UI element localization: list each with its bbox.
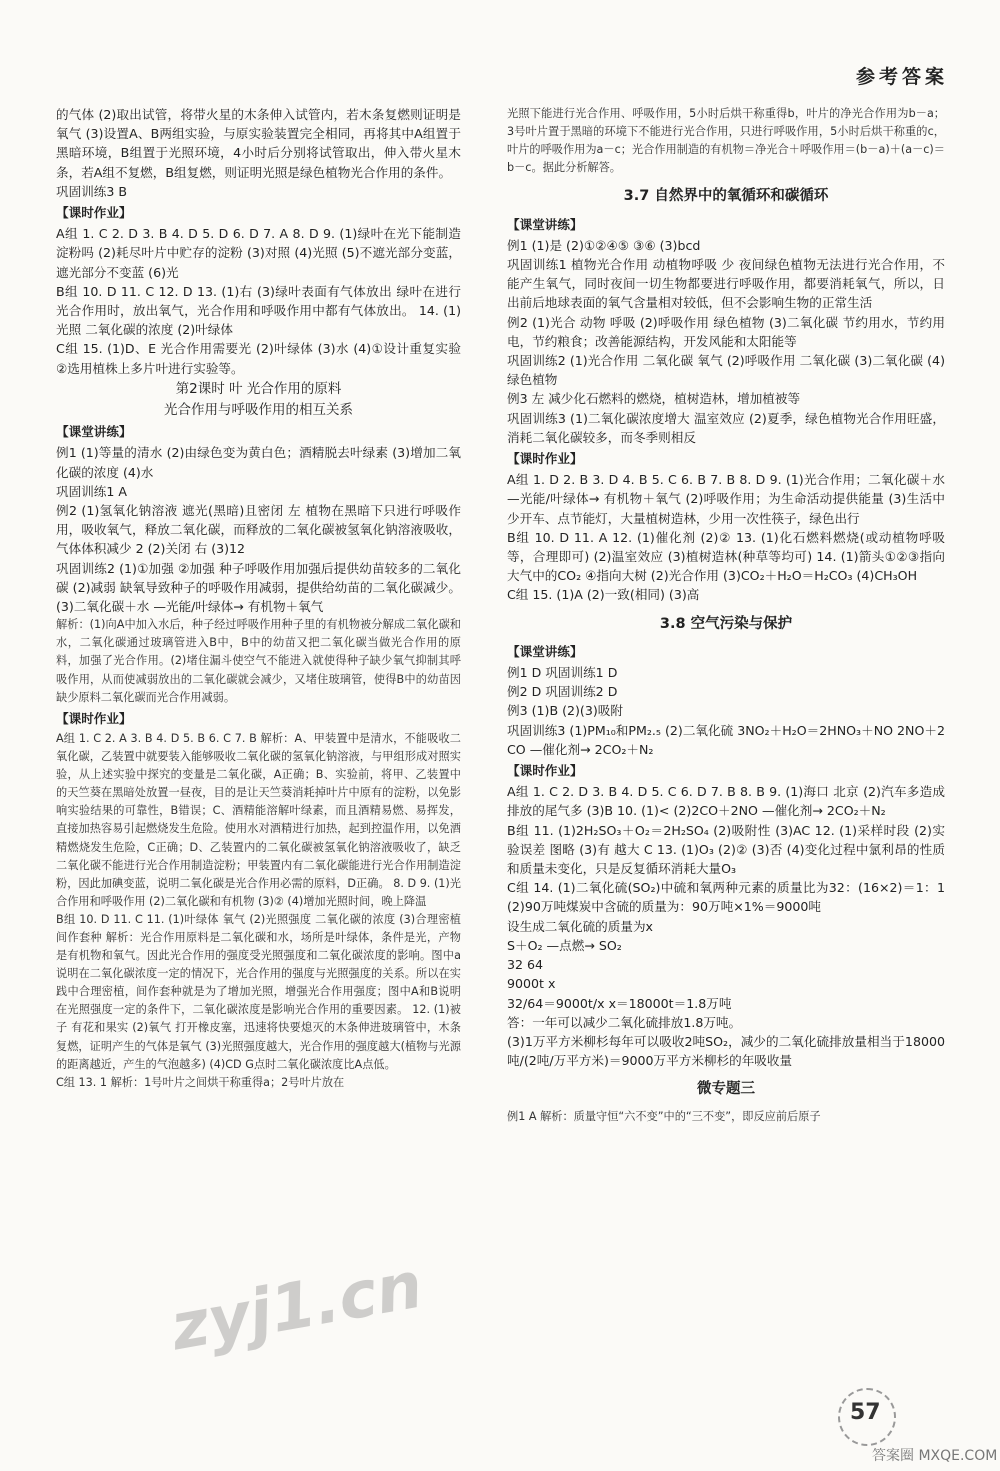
answer-paragraph: A组 1. D 2. B 3. D 4. B 5. C 6. B 7. B 8. D 9. (1)光合作用；二氧化碳＋水 —光能/叶绿体→ 有机物＋氧气 (2)呼吸作用；为生命活动提供能量 (3)生活中少开车、点节能灯，大量植树造林，少用一次性筷子，绿色出行 — [507, 472, 945, 526]
section-title: 3.7 自然界中的氧循环和碳循环 — [623, 188, 829, 205]
answer-paragraph: 巩固训练3 (1)二氧化碳浓度增大 温室效应 (2)夏季，绿色植物光合作用旺盛，消耗二氧化碳较多，而冬季则相反 — [507, 410, 945, 445]
answer-paragraph: A组 1. C 2. D 3. B 4. D 5. C 6. D 7. B 8. B 9. (1)海口 北京 (2)汽车多造成排放的尾气多 (3)B 10. (1)< (2)2CO＋2NO —催化剂→ 2CO₂＋N₂ — [507, 784, 945, 819]
answer-paragraph: 例1 (1)等量的清水 (2)由绿色变为黄白色；酒精脱去叶绿素 (3)增加二氧化碳的浓度 (4)水 — [56, 445, 461, 480]
answer-paragraph: (3)1万平方米柳杉每年可以吸收2吨SO₂，减少的二氧化硫排放量相当于18000吨/(2吨/万平方米)＝9000万平方米柳杉的年吸收量 — [507, 1033, 945, 1069]
answer-paragraph: 例2 (1)光合 动物 呼吸 (2)呼吸作用 绿色植物 (3)二氧化碳 节约用水，节约用电，节约粮食；改善能源结构，开发风能和太阳能等 — [507, 314, 945, 349]
answer-paragraph: B组 10. D 11. A 12. (1)催化剂 (2)② 13. (1)化石燃料燃烧(或动植物呼吸等，合理即可) (2)温室效应 (3)植树造林(种草等均可) 14. (1)箭头①②③指向大气中的CO₂ ④指向大树 (2)光合作用 (3)CO₂＋H₂O＝H₂CO₃ (4)CH₃OH — [507, 529, 945, 584]
section-title: 微专题三 — [697, 1081, 755, 1098]
section-tag: 【课堂讲练】 — [507, 216, 583, 232]
answer-paragraph: S＋O₂ —点燃→ SO₂ — [507, 937, 622, 953]
answer-paragraph: C组 14. (1)二氧化硫(SO₂)中硫和氧两种元素的质量比为32：(16×2)＝1：1 (2)90万吨煤炭中含硫的质量为：90万吨×1%＝9000吨 — [507, 880, 945, 915]
section-tag: 【课堂讲练】 — [507, 643, 583, 659]
section-tag: 【课时作业】 — [507, 763, 583, 779]
page-number: 57 — [850, 1400, 881, 1425]
answer-paragraph: 巩固训练1 植物光合作用 动植物呼吸 少 夜间绿色植物无法进行光合作用，不能产生氧气，同时夜间一切生物都要进行呼吸作用，都要消耗氧气，所以，日出前后地球表面的氧气含量相对较低，但不会影响生物的正常生活 — [507, 256, 945, 311]
answer-paragraph: 巩固训练1 A — [56, 483, 128, 499]
answer-paragraph: 例3 (1)B (2)(3)吸附 — [507, 703, 623, 719]
answer-paragraph: C组 15. (1)A (2)一致(相同) (3)高 — [507, 587, 700, 603]
answer-paragraph: 设生成二氧化硫的质量为x — [507, 918, 653, 934]
watermark-badge: 答案圈 MXQE.COM — [872, 1448, 998, 1464]
answer-paragraph: 解析：(1)向A中加入水后，种子经过呼吸作用种子里的有机物被分解成二氧化碳和水，二氧化碳通过玻璃管进入B中，B中的幼苗又把二氧化碳当做光合作用的原料，加强了光合作用。(2)堵住漏斗使空气不能进入就使得种子缺少氧气抑制其呼吸作用，从而使减弱放出的二氧化碳就会减少，又堵住玻璃管，使得B中的幼苗因缺少原料二氧化碳而光合作用减弱。 — [56, 618, 461, 704]
answer-paragraph: 巩固训练3 (1)PM₁₀和PM₂.₅ (2)二氧化硫 3NO₂＋H₂O＝2HNO₃＋NO 2NO＋2CO —催化剂→ 2CO₂＋N₂ — [507, 722, 945, 757]
right-column — [507, 105, 945, 1126]
answer-paragraph: 32 64 — [507, 957, 544, 973]
answer-paragraph: 32/64＝9000t/x x＝18000t＝1.8万吨 — [507, 995, 732, 1011]
answer-paragraph: 答：一年可以减少二氧化硫排放1.8万吨。 — [507, 1014, 742, 1030]
answer-paragraph: 光照下能进行光合作用、呼吸作用，5小时后烘干称重得b，叶片的净光合作用为b－a；3号叶片置于黑暗的环境下不能进行光合作用，只进行呼吸作用，5小时后烘干称重的c，叶片的呼吸作用为a－c；光合作用制造的有机物＝净光合＋呼吸作用＝(b－a)＋(a－c)＝b－c。据此分析解答。 — [507, 107, 945, 175]
answer-paragraph: 巩固训练3 B — [56, 183, 128, 199]
answer-paragraph: 的气体 (2)取出试管，将带火星的木条伸入试管内，若木条复燃则证明是氧气 (3)设置A、B两组实验，与原实验装置完全相同，再将其中A组置于黑暗环境，B组置于光照环境，4小时后分别将试管取出，伸入带火星木条，若A组不复燃，B组复燃，则证明光照是绿色植物光合作用的条件。 — [56, 107, 461, 180]
section-title: 3.8 空气污染与保护 — [659, 615, 793, 632]
answer-paragraph: 例1 D 巩固训练1 D — [507, 665, 618, 681]
answer-paragraph: B组 10. D 11. C 11. (1)叶绿体 氧气 (2)光照强度 二氧化碳的浓度 (3)合理密植 间作套种 解析：光合作用原料是二氧化碳和水，场所是叶绿体，条件是光，产物是有机物和氧气。因此光合作用的强度受光照强度和二氧化碳浓度的影响。图中a说明在二氧化碳浓度一定的情况下，光合作用的强度与光照强度的关系。所以在实践中合理密植，间作套种就是为了增加光照，增强光合作用强度；图中A和B说明在光照强度一定的条件下，二氧化碳浓度是影响光合作用的重要因素。 12. (1)被子 有花和果实 (2)氧气 打开橡皮塞，迅速将快要熄灭的木条伸进玻璃管中，木条复燃，证明产生的气体是氧气 (3)光照强度越大，光合作用的强度越大(植物与光源的距离越近，产生的气泡越多) (4)CD G点时二氧化碳浓度比A点低。 — [56, 912, 461, 1071]
answer-paragraph: 例3 左 减少化石燃料的燃烧，植树造林，增加植被等 — [507, 391, 801, 407]
section-tag: 【课堂讲练】 — [56, 424, 132, 440]
answer-paragraph: 9000t x — [507, 976, 556, 992]
subsection-title: 光合作用与呼吸作用的相互关系 — [164, 402, 353, 419]
answer-paragraph: 例1 (1)是 (2)①②④⑤ ③⑥ (3)bcd — [507, 237, 701, 253]
page-header-title: 参考答案 — [855, 66, 948, 88]
answer-paragraph: B组 10. D 11. C 12. D 13. (1)右 (3)绿叶表面有气体放出 绿叶在进行光合作用时，放出氧气，光合作用和呼吸作用中都有气体放出。 14. (1)光照 二氧化碳的浓度 (2)叶绿体 — [56, 283, 461, 338]
left-column — [56, 105, 461, 1092]
answer-paragraph: A组 1. C 2. D 3. B 4. D 5. D 6. D 7. A 8. D 9. (1)绿叶在光下能制造淀粉吗 (2)耗尽叶片中贮存的淀粉 (3)对照 (4)光照 (5)不遮光部分变蓝，遮光部分不变蓝 (6)光 — [56, 226, 461, 280]
answer-paragraph: B组 11. (1)2H₂SO₃＋O₂＝2H₂SO₄ (2)吸附性 (3)AC 12. (1)采样时段 (2)实验误差 图略 (3)有 越大 C 13. (1)O₃ (2)② (3)否 (4)变化过程中氯利昂的性质和质量未变化，只是反复循环消耗大量O₃ — [507, 822, 945, 877]
section-tag: 【课时作业】 — [56, 205, 132, 221]
answer-paragraph: 巩固训练2 (1)光合作用 二氧化碳 氧气 (2)呼吸作用 二氧化碳 (3)二氧化碳 (4)绿色植物 — [507, 353, 945, 388]
answer-paragraph: A组 1. C 2. A 3. B 4. D 5. B 6. C 7. B 解析：A、甲装置中是清水，不能吸收二氧化碳，乙装置中就要装入能够吸收二氧化碳的氢氧化钠溶液，与甲组形成对照实验，从上述实验中探究的变量是二氧化碳，A正确；B、实验前，将甲、乙装置中的天竺葵在黑暗处放置一昼夜，目的是让天竺葵消耗掉叶片中原有的淀粉，以免影响实验结果的可靠性，B错误；C、酒精能溶解叶绿素，而且酒精易燃、易挥发，直接加热容易引起燃烧发生危险。使用水对酒精进行加热，起到控温作用，以免酒精燃烧发生危险，C正确；D、乙装置内的二氧化碳被氢氧化钠溶液吸收了，缺乏二氧化碳不能进行光合作用制造淀粉；甲装置内有二氧化碳能进行光合作用制造淀粉，因此加碘变蓝，说明二氧化碳是光合作用必需的原料，D正确。 8. D 9. (1)光合作用和呼吸作用 (2)二氧化碳和有机物 (3)② (4)增加光照时间，晚上降温 — [56, 731, 461, 908]
answer-paragraph: C组 15. (1)D、E 光合作用需要光 (2)叶绿体 (3)水 (4)①设计重复实验 ②选用植株上多片叶进行实验等。 — [56, 341, 461, 376]
subsection-title: 第2课时 叶 光合作用的原料 — [175, 380, 342, 397]
answer-paragraph: 例2 (1)氢氧化钠溶液 遮光(黑暗)且密闭 左 植物在黑暗下只进行呼吸作用，吸收氧气，释放二氧化碳，而释放的二氧化碳被氢氧化钠溶液吸收，气体体积减少 2 (2)关闭 右 (3)12 — [56, 503, 461, 557]
section-tag: 【课时作业】 — [56, 710, 132, 726]
answer-paragraph: 例1 A 解析：质量守恒“六不变”中的“三不变”，即反应前后原子 — [507, 1109, 821, 1123]
answer-paragraph: C组 13. 1 解析：1号叶片之间烘干称重得a；2号叶片放在 — [56, 1075, 345, 1089]
answer-paragraph: 例2 D 巩固训练2 D — [507, 684, 618, 700]
watermark: zyj1.cn — [165, 1248, 428, 1366]
section-tag: 【课时作业】 — [507, 451, 583, 467]
answer-paragraph: 巩固训练2 (1)①加强 ②加强 种子呼吸作用加强后提供幼苗较多的二氧化碳 (2)减弱 缺氧导致种子的呼吸作用减弱，提供给幼苗的二氧化碳减少。 (3)二氧化碳＋水 —光能/叶绿体→ 有机物＋氧气 — [56, 560, 461, 615]
